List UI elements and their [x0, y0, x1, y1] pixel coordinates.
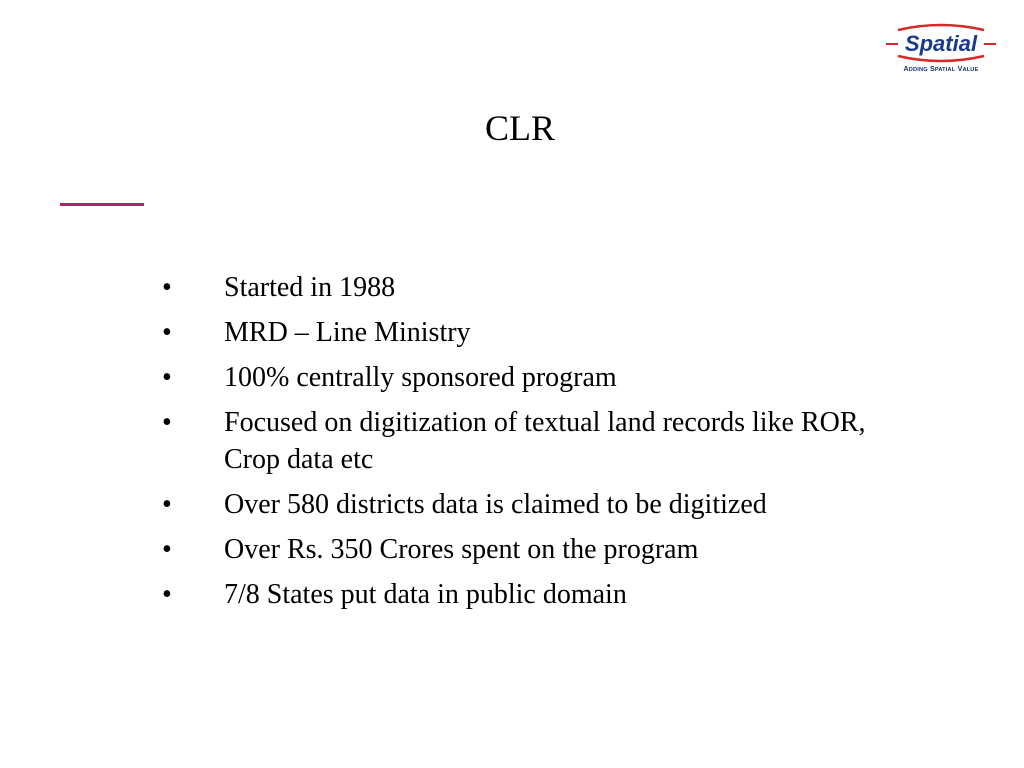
logo-swoosh-bottom [898, 56, 984, 61]
bullet-dot: • [162, 272, 172, 303]
bullet-text: 100% centrally sponsored program [224, 362, 617, 393]
bullet-text: Over Rs. 350 Crores spent on the program [224, 534, 699, 565]
bullet-text: Focused on digitization of textual land records like ROR, Crop data etc [224, 407, 866, 475]
bullet-dot: • [162, 489, 172, 520]
bullet-dot: • [162, 362, 172, 393]
bullet-item [162, 531, 882, 568]
spatial-logo-mark [884, 22, 998, 66]
bullet-dot: • [162, 317, 172, 348]
logo-tagline: ADDING SPATIAL VALUE [903, 66, 979, 73]
bullet-list [162, 269, 882, 621]
bullet-dot: • [162, 579, 172, 610]
spatial-logo [884, 22, 998, 82]
bullet-item [162, 576, 882, 613]
bullet-item [162, 314, 882, 351]
bullet-text: Started in 1988 [224, 272, 396, 303]
slide-title: CLR [484, 108, 555, 148]
bullet-text: Over 580 districts data is claimed to be digitized [224, 489, 767, 520]
bullet-dot: • [162, 534, 172, 565]
bullet-item [162, 359, 882, 396]
bullet-text: 7/8 States put data in public domain [224, 579, 627, 610]
logo-swoosh-top [898, 25, 984, 30]
bullet-item [162, 404, 882, 478]
bullet-text: MRD – Line Ministry [224, 317, 471, 348]
bullet-item [162, 486, 882, 523]
logo-brand-text: Spatial [904, 31, 978, 56]
bullet-item [162, 269, 882, 306]
bullet-dot: • [162, 407, 172, 438]
title-accent-line [60, 203, 144, 206]
